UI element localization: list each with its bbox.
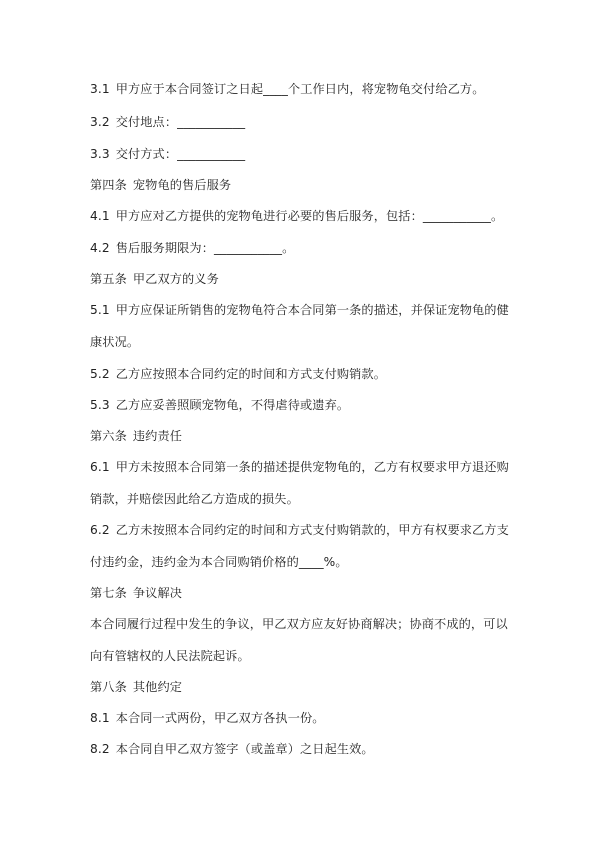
article-8-heading: [90, 679, 520, 695]
clause-text: 乙方应按照本合同约定的时间和方式支付购销款。: [115, 367, 387, 381]
clause-8-2: [90, 741, 520, 757]
clause-text: 本合同自甲乙双方签字（或盖章）之日起生效。: [115, 742, 374, 756]
clause-text: 乙方未按照本合同约定的时间和方式支付购销款的，甲方有权要求乙方支: [115, 523, 509, 537]
article-title: 其他约定: [132, 680, 183, 694]
article-7-body: [90, 616, 520, 632]
clause-text: 售后服务期限为：___________。: [115, 241, 295, 255]
article-title: 争议解决: [132, 586, 183, 600]
clause-text: 本合同一式两份，甲乙双方各执一份。: [115, 711, 325, 725]
article-6-heading: [90, 428, 520, 444]
clause-text: 乙方应妥善照顾宠物龟，不得虐待或遗弃。: [115, 398, 350, 412]
clause-number: 5.2: [90, 367, 110, 381]
clause-number: 3.1: [90, 82, 110, 96]
clause-6-2: [90, 522, 520, 538]
clause-5-1-continued: [90, 334, 520, 350]
clause-number: 6.2: [90, 523, 110, 537]
clause-number: 5.1: [90, 303, 110, 317]
article-7-body-continued: [90, 648, 520, 664]
clause-text: 交付地点：___________: [115, 115, 246, 129]
clause-8-1: [90, 710, 520, 726]
clause-number: 5.3: [90, 398, 110, 412]
clause-text: 康状况。: [90, 335, 140, 349]
clause-number: 6.1: [90, 460, 110, 474]
clause-number: 3.3: [90, 147, 110, 161]
article-title: 违约责任: [132, 429, 183, 443]
clause-text: 甲方未按照本合同第一条的描述提供宠物龟的，乙方有权要求甲方退还购: [115, 460, 509, 474]
clause-number: 4.2: [90, 241, 110, 255]
clause-text: 本合同履行过程中发生的争议，甲乙双方应友好协商解决；协商不成的，可以: [90, 617, 508, 631]
article-title: 甲乙双方的义务: [132, 272, 219, 286]
clause-4-1: [90, 208, 520, 224]
clause-number: 8.2: [90, 742, 110, 756]
clause-number: 4.1: [90, 209, 110, 223]
clause-text: 付违约金，违约金为本合同购销价格的____%。: [90, 555, 348, 569]
article-number: 第六条: [90, 429, 127, 443]
article-number: 第八条: [90, 680, 127, 694]
clause-3-3: [90, 146, 520, 162]
clause-5-1: [90, 302, 520, 318]
clause-text: 甲方应保证所销售的宠物龟符合本合同第一条的描述，并保证宠物龟的健: [115, 303, 509, 317]
clause-5-2: [90, 366, 520, 382]
clause-4-2: [90, 240, 520, 256]
article-number: 第四条: [90, 178, 127, 192]
clause-5-3: [90, 397, 520, 413]
article-4-heading: [90, 177, 520, 193]
article-number: 第七条: [90, 586, 127, 600]
clause-text: 向有管辖权的人民法院起诉。: [90, 649, 250, 663]
clause-text: 甲方应对乙方提供的宠物龟进行必要的售后服务，包括：___________。: [115, 209, 504, 223]
clause-text: 甲方应于本合同签订之日起____个工作日内，将宠物龟交付给乙方。: [115, 82, 485, 96]
clause-3-1: [90, 81, 520, 97]
article-7-heading: [90, 585, 520, 601]
clause-number: 8.1: [90, 711, 110, 725]
article-number: 第五条: [90, 272, 127, 286]
article-title: 宠物龟的售后服务: [132, 178, 232, 192]
article-5-heading: [90, 271, 520, 287]
clause-6-2-continued: [90, 554, 520, 570]
clause-text: 销款，并赔偿因此给乙方造成的损失。: [90, 492, 299, 506]
clause-3-2: [90, 114, 520, 130]
clause-6-1-continued: [90, 491, 520, 507]
clause-number: 3.2: [90, 115, 110, 129]
clause-6-1: [90, 459, 520, 475]
clause-text: 交付方式：___________: [115, 147, 246, 161]
